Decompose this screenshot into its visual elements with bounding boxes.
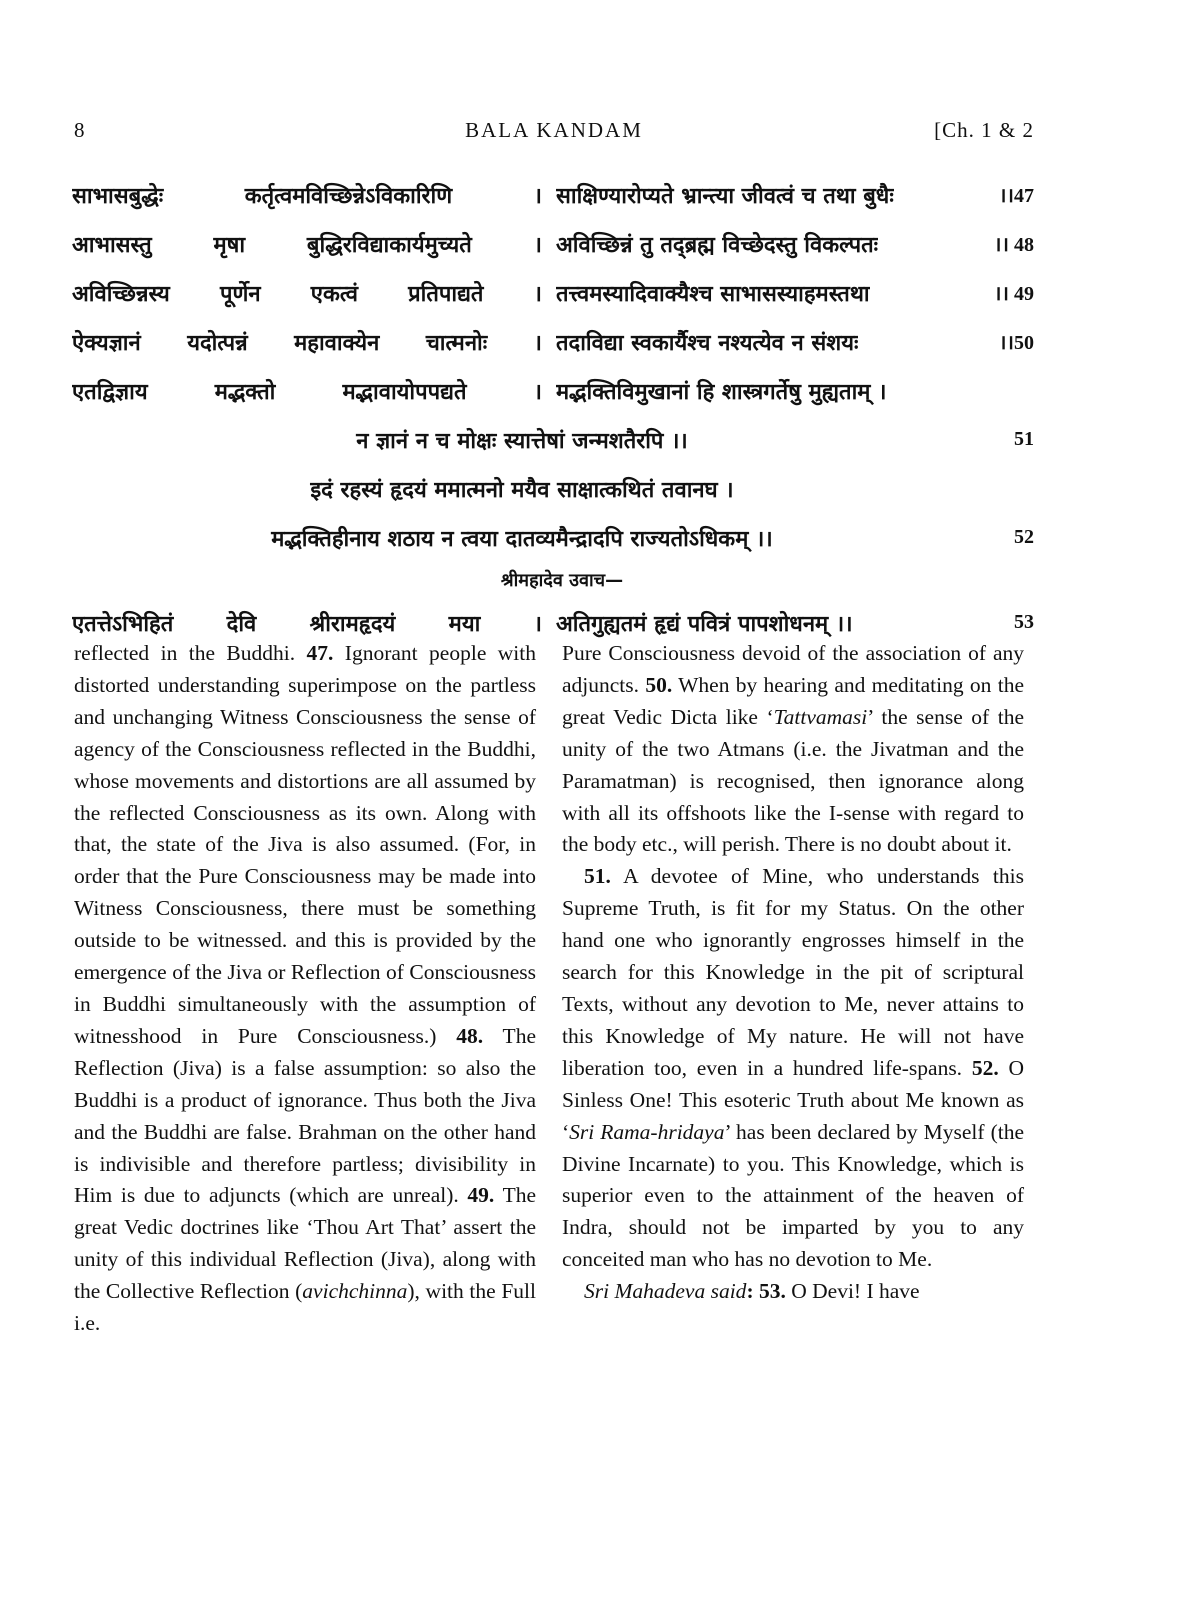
left-column	[74, 638, 536, 1340]
verse-line	[72, 170, 1052, 219]
sanskrit-verses	[72, 170, 1052, 647]
right-column	[562, 638, 1024, 1308]
verse-half: साक्षिण्यारोप्यते भ्रान्त्या जीवत्वं च तथा बुधैः	[556, 183, 894, 209]
verse-ref: 52.	[971, 1055, 999, 1080]
page-header	[74, 118, 1034, 148]
verse-half: साभासबुद्धेः कर्तृत्वमविच्छिन्नेऽविकारिणि ।	[72, 183, 542, 209]
page-number: 8	[74, 118, 86, 142]
verse-number: 51	[1014, 428, 1034, 450]
verse-number: ।। 48	[993, 234, 1034, 256]
speaker-heading	[72, 562, 1052, 598]
verse-number: 52	[1014, 526, 1034, 548]
chapter-reference: [Ch. 1 & 2	[934, 118, 1034, 142]
verse-line	[72, 415, 1052, 464]
verse-half: आभासस्तु मृषा बुद्धिरविद्याकार्यमुच्यते ।	[72, 232, 542, 258]
verse-half: तदाविद्या स्वकार्यैश्च नश्यत्येव न संशयः	[556, 330, 859, 356]
paragraph: reflected in the Buddhi. 47. Ignorant people with distorted understanding superimpose on the partless and unchanging Witness Consciousness the sense of agency of the Consciousness reflected in the Buddhi, whose movements and distortions are all assumed by the reflected Consciousness as its own. Along with that, the state of the Jiva is also assumed. (For, in order that the Pure Consciousness may be made into Witness Consciousness, there must be something outside to be witnessed. and this is provided by the emergence of the Jiva or Reflection of Consciousness in Buddhi simultaneously with the assumption of witnesshood in Pure Consciousness.) 48. The Reflection (Jiva) is a false assumption: so also the Buddhi is a product of ignorance. Thus both the Jiva and the Buddhi are false. Brahman on the other hand is indivisible and therefore partless; divisibility in Him is due to adjuncts (which are unreal). 49. The great Vedic doctrines like ‘Thou Art That’ assert the unity of this individual Reflection (Jiva), along with the Collective Reflection (avichchinna), with the Full i.e.	[74, 641, 536, 1336]
verse-line	[72, 366, 1052, 415]
verse-text: न ज्ञानं न च मोक्षः स्यात्तेषां जन्मशतैरपि ।।	[356, 428, 688, 454]
paragraph: Sri Mahadeva said: 53. O Devi! I have	[584, 1279, 920, 1304]
verse-half: एतत्तेऽभिहितं देवि श्रीरामहृदयं मया ।	[72, 611, 542, 637]
verse-half: ऐक्यज्ञानं यदोत्पन्नं महावाक्येन चात्मनोः ।	[72, 330, 542, 356]
verse-line	[72, 317, 1052, 366]
verse-line	[72, 219, 1052, 268]
verse-ref: 50.	[645, 672, 673, 697]
verse-ref: 53.	[758, 1279, 786, 1304]
speaker-heading-text: श्रीमहादेव उवाच—	[500, 570, 624, 591]
verse-ref: 51.	[584, 864, 611, 889]
verse-number: ।। 49	[993, 283, 1034, 305]
verse-half: अतिगुह्यतमं हृद्यं पवित्रं पापशोधनम् ।।	[556, 611, 853, 637]
verse-line	[72, 464, 1052, 513]
verse-half: अविच्छिन्नं तु तद्ब्रह्म विच्छेदस्तु विकल्पतः	[556, 232, 879, 258]
verse-ref: 47.	[306, 641, 334, 665]
verse-line	[72, 268, 1052, 317]
paragraph: Pure Consciousness devoid of the association of any adjuncts. 50. When by hearing and meditating on the great Vedic Dicta like ‘Tattvamasi’ the sense of the unity of the two Atmans (i.e. the Jivatman and the Paramatman) is recognised, then ignorance along with all its offshoots like the I-sense with regard to the body etc., will perish. There is no doubt about it.	[562, 641, 1024, 857]
verse-half: मद्भक्तिविमुखानां हि शास्त्रगर्तेषु मुह्यताम् ।	[556, 379, 887, 405]
verse-half: एतद्विज्ञाय मद्भक्तो मद्भावायोपपद्यते ।	[72, 379, 542, 405]
verse-number: 53	[1014, 611, 1034, 633]
verse-line	[72, 513, 1052, 562]
verse-number: ।।50	[998, 332, 1034, 354]
verse-ref: 49.	[467, 1183, 495, 1208]
verse-text: मद्भक्तिहीनाय शठाय न त्वया दातव्यमैन्द्रादपि राज्यतोऽधिकम् ।।	[271, 526, 773, 552]
verse-text: इदं रहस्यं हृदयं ममात्मनो मयैव साक्षात्कथितं तवानघ ।	[310, 477, 734, 503]
verse-number: ।।47	[998, 185, 1034, 207]
verse-half: अविच्छिन्नस्य पूर्णेन एकत्वं प्रतिपाद्यते ।	[72, 281, 542, 307]
verse-half: तत्त्वमस्यादिवाक्यैश्च साभासस्याहमस्तथा	[556, 281, 870, 307]
verse-ref: 48.	[456, 1023, 484, 1048]
paragraph: 51. A devotee of Mine, who understands this Supreme Truth, is fit for my Status. On the other hand one who ignorantly engrosses himself in the search for this Knowledge in the pit of scriptural Texts, without any devotion to Me, never attains to this Knowledge of My nature. He will not have liberation too, even in a hundred life-spans. 52. O Sinless One! This esoteric Truth about Me known as ‘Sri Rama-hridaya’ has been declared by Myself (the Divine Incarnate) to you. This Knowledge, which is superior even to the attainment of the heaven of Indra, should not be imparted by you to any conceited man who has no devotion to Me.	[562, 864, 1024, 1272]
running-title: BALA KANDAM	[465, 118, 643, 142]
